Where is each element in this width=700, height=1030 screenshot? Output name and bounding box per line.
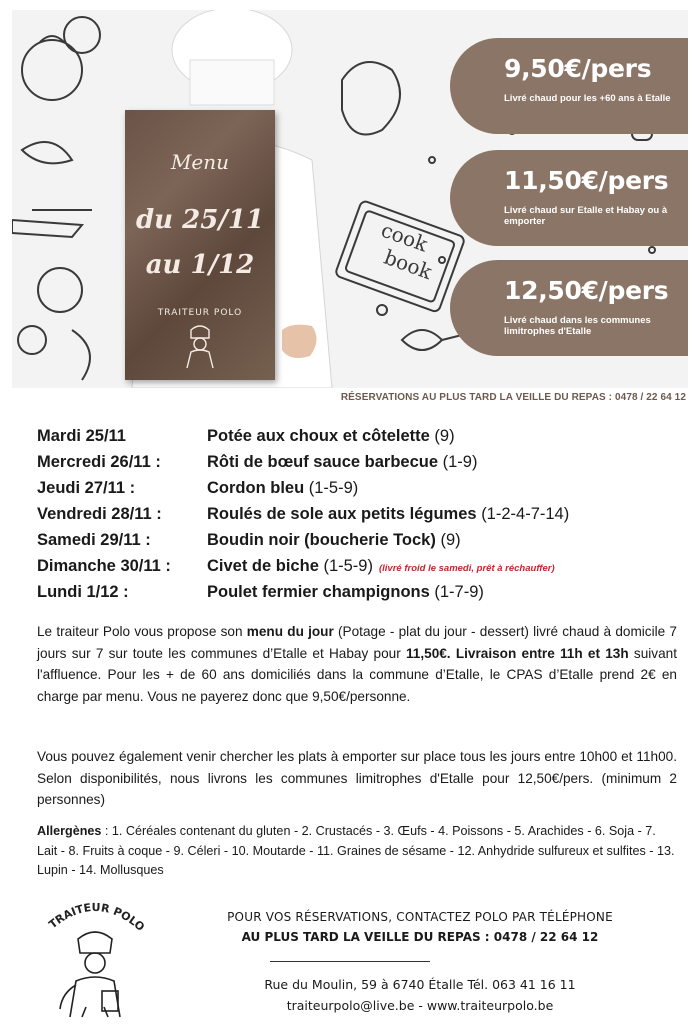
menu-dish: Potée aux choux et côtelette [207, 427, 430, 445]
footer-web: traiteurpolo@live.be - www.traiteurpolo.be [286, 998, 554, 1013]
menu-row [37, 583, 677, 609]
takeaway-description: Vous pouvez également venir chercher les plats à emporter sur place tous les jours entre 10h00 et 11h00. Selon disponibilités, nous livrons les communes limitrophes d'Etalle pour 12,50€/pers. (minimum 2 personnes) [37, 749, 677, 807]
price-badge-seniors [450, 38, 688, 134]
header-banner [12, 10, 688, 388]
price-amount: 12,50€/pers [504, 276, 669, 305]
text-run-bold: 11,50€. Livraison entre 11h et 13h [405, 645, 629, 661]
text-run: suivant l'affluence. Pour les + de 60 ans domiciliés dans la commune d’Etalle, le CPAS d’Etalle prend 2€ en charge par menu. Vous ne payerez donc que 9,50€/personne. [37, 645, 677, 704]
price-amount: 11,50€/pers [504, 166, 669, 195]
menu-row [37, 557, 677, 583]
logo-text: TRAITEUR POLO [46, 900, 147, 934]
menu-row [37, 505, 677, 531]
menu-day: Jeudi 27/11 : [37, 479, 136, 497]
footer-address: Rue du Moulin, 59 à 6740 Étalle Tél. 063 41 16 11 [264, 977, 576, 992]
menu-day: Mercredi 26/11 : [37, 453, 161, 471]
traiteur-polo-logo [40, 895, 150, 1020]
reservation-notice: RÉSERVATIONS AU PLUS TARD LA VEILLE DU REPAS : 0478 / 22 64 12 [340, 392, 686, 403]
menu-note: (livré froid le samedi, prêt à réchauffer) [378, 563, 555, 574]
allergen-codes: (1-5-9) [308, 479, 359, 497]
text-run: (Potage - plat du jour - dessert) livré chaud à domicile 7 jours sur 7 sur toute les communes d’Etalle et Habay pour [37, 624, 677, 661]
menu-day: Samedi 29/11 : [37, 531, 151, 549]
allergen-label: Allergènes [37, 824, 102, 838]
menu-day: Vendredi 28/11 : [37, 505, 162, 523]
svg-text:cook: cook [378, 217, 431, 257]
allergen-list: : 1. Céréales contenant du gluten - 2. Crustacés - 3. Œufs - 4. Poissons - 5. Arachides - 6. Soja - 7. Lait - 8. Fruits à coque - 9. Céleri - 10. Moutarde - 11. Graines de sésame - 12. Anhydride sulfureux et sulfites - 13. Lupin - 14. Mollusques [37, 824, 675, 877]
price-badge-neighbouring [450, 260, 688, 356]
allergen-codes: (1-5-9) [323, 557, 373, 575]
menu-row [37, 531, 677, 557]
price-description: Livré chaud sur Etalle et Habay ou à emporter [504, 205, 668, 227]
menu-day: Mardi 25/11 [37, 427, 126, 445]
text-run: Le traiteur Polo vous propose son [37, 624, 247, 639]
service-description [37, 621, 677, 707]
weekly-menu [37, 427, 677, 609]
footer-contact-line: POUR VOS RÉSERVATIONS, CONTACTEZ POLO PAR TÉLÉPHONE [227, 910, 613, 924]
board-menu-word: Menu [170, 150, 230, 174]
footer-deadline-line: AU PLUS TARD LA VEILLE DU REPAS : 0478 / 22 64 12 [241, 930, 599, 944]
menu-dish: Roulés de sole aux petits légumes [207, 505, 477, 523]
footer-divider [270, 961, 430, 962]
menu-dish: Boudin noir (boucherie Tock) [207, 531, 436, 549]
text-run-bold: menu du jour [246, 624, 334, 639]
chef-logo-icon [177, 322, 223, 370]
menu-dish: Cordon bleu [207, 479, 305, 497]
menu-board [125, 110, 275, 380]
board-brand: TRAITEUR POLO [157, 308, 243, 318]
menu-day: Lundi 1/12 : [37, 583, 129, 601]
svg-text:book: book [380, 244, 436, 285]
menu-dish: Civet de biche [207, 557, 319, 575]
menu-row [37, 427, 677, 453]
menu-row [37, 479, 677, 505]
board-date-to: au 1/12 [145, 250, 255, 280]
price-badge-etalle-habay [450, 150, 688, 246]
price-description: Livré chaud pour les +60 ans à Etalle [504, 93, 671, 104]
allergen-codes: (1-2-4-7-14) [481, 505, 570, 523]
menu-row [37, 453, 677, 479]
price-description: Livré chaud dans les communes limitrophes d'Etalle [504, 315, 651, 337]
menu-dish: Poulet fermier champignons [207, 583, 430, 601]
allergen-codes: (1-7-9) [434, 583, 484, 601]
allergen-codes: (9) [440, 531, 461, 549]
allergen-codes: (9) [434, 427, 455, 445]
allergen-legend [37, 822, 677, 881]
board-date-from: du 25/11 [136, 205, 264, 235]
allergen-codes: (1-9) [442, 453, 478, 471]
menu-dish: Rôti de bœuf sauce barbecue [207, 453, 439, 471]
price-amount: 9,50€/pers [504, 54, 652, 83]
menu-day: Dimanche 30/11 : [37, 557, 171, 575]
